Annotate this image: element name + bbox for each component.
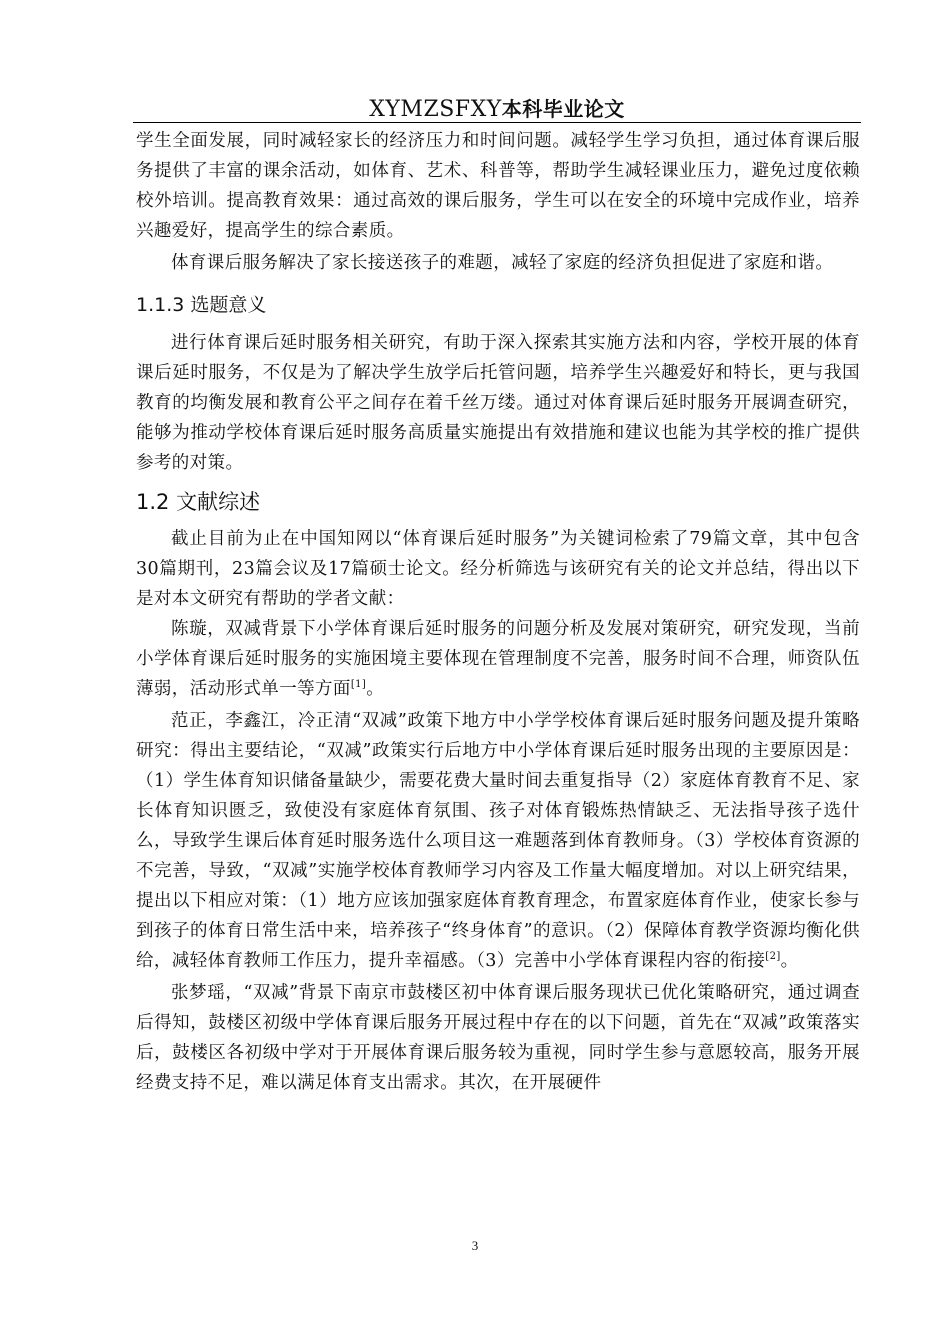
section-heading-1-2: 1.2 文献综述 <box>136 490 261 514</box>
paragraph-fan-zheng <box>136 706 860 976</box>
paragraph-chen-xuan <box>136 614 860 704</box>
paragraph-after-school-benefit: 体育课后服务解决了家长接送孩子的难题，减轻了家庭的经济负担促进了家庭和谐。 <box>171 253 834 273</box>
paragraph-literature-search: 截止目前为止在中国知网以“体育课后延时服务”为关键词检索了79篇文章，其中包含30篇期刊，23篇会议及17篇硕士论文。经分析筛选与该研究有关的论文并总结，得出以下是对本文研究有帮助的学者文献： <box>136 529 860 609</box>
citation-ref-2: [2] <box>765 951 781 962</box>
paragraph-topic-significance: 进行体育课后延时服务相关研究，有助于深入探索其实施方法和内容，学校开展的体育课后延时服务，不仅是为了解决学生放学后托管问题，培养学生兴趣爱好和特长，更与我国教育的均衡发展和教育公平之间存在着千丝万缕。通过对体育课后延时服务开展调查研究，能够为推动学校体育课后延时服务高质量实施提出有效措施和建议也能为其学校的推广提供参考的对策。 <box>136 333 860 473</box>
paragraph-chen-xuan-text: 陈璇，双减背景下小学体育课后延时服务的问题分析及发展对策研究，研究发现，当前小学体育课后延时服务的实施困境主要体现在管理制度不完善，服务时间不合理，师资队伍薄弱，活动形式单一等方面 <box>136 619 860 699</box>
paragraph-continuation: 学生全面发展，同时减轻家长的经济压力和时间问题。减轻学生学习负担，通过体育课后服务提供了丰富的课余活动，如体育、艺术、科普等，帮助学生减轻课业压力，避免过度依赖校外培训。提高教育效果：通过高效的课后服务，学生可以在安全的环境中完成作业，培养兴趣爱好，提高学生的综合素质。 <box>136 131 860 241</box>
header-rule <box>133 122 861 123</box>
paragraph-zhang-mengyao: 张梦瑶，“双减”背景下南京市鼓楼区初中体育课后服务现状已优化策略研究，通过调查后得知，鼓楼区初级中学体育课后服务开展过程中存在的以下问题，首先在“双减”政策落实后，鼓楼区各初级中学对于开展体育课后服务较为重视，同时学生参与意愿较高，服务开展经费支持不足，难以满足体育支出需求。其次，在开展硬件 <box>136 983 860 1093</box>
body-text <box>136 126 860 1098</box>
paragraph-fan-zheng-end: 。 <box>780 951 799 971</box>
paragraph-fan-zheng-text: 范正，李鑫江，冷正清“双减”政策下地方中小学学校体育课后延时服务问题及提升策略研究：得出主要结论，“双减”政策实行后地方中小学体育课后延时服务出现的主要原因是：（1）学生体育知识储备量缺少，需要花费大量时间去重复指导（2）家庭体育教育不足、家长体育知识匮乏，致使没有家庭体育氛围、孩子对体育锻炼热情缺乏、无法指导孩子选什么，导致学生课后体育延时服务选什么项目这一难题落到体育教师身。（3）学校体育资源的不完善，导致，“双减”实施学校体育教师学习内容及工作量大幅度增加。对以上研究结果，提出以下相应对策：（1）地方应该加强家庭体育教育理念，布置家庭体育作业，使家长参与到孩子的体育日常生活中来，培养孩子“终身体育”的意识。（2）保障体育教学资源均衡化供给，减轻体育教师工作压力，提升幸福感。（3）完善中小学体育课程内容的衔接 <box>136 711 860 971</box>
paragraph-chen-xuan-end: 。 <box>366 679 385 699</box>
header-title: 本科毕业论文 <box>501 97 625 121</box>
page-number: 3 <box>471 1238 479 1253</box>
citation-ref-1: [1] <box>350 679 367 690</box>
header-prefix: XYMZSFXY <box>369 97 502 122</box>
page-header <box>133 96 861 123</box>
section-heading-1-1-3: 1.1.3 选题意义 <box>136 294 267 316</box>
